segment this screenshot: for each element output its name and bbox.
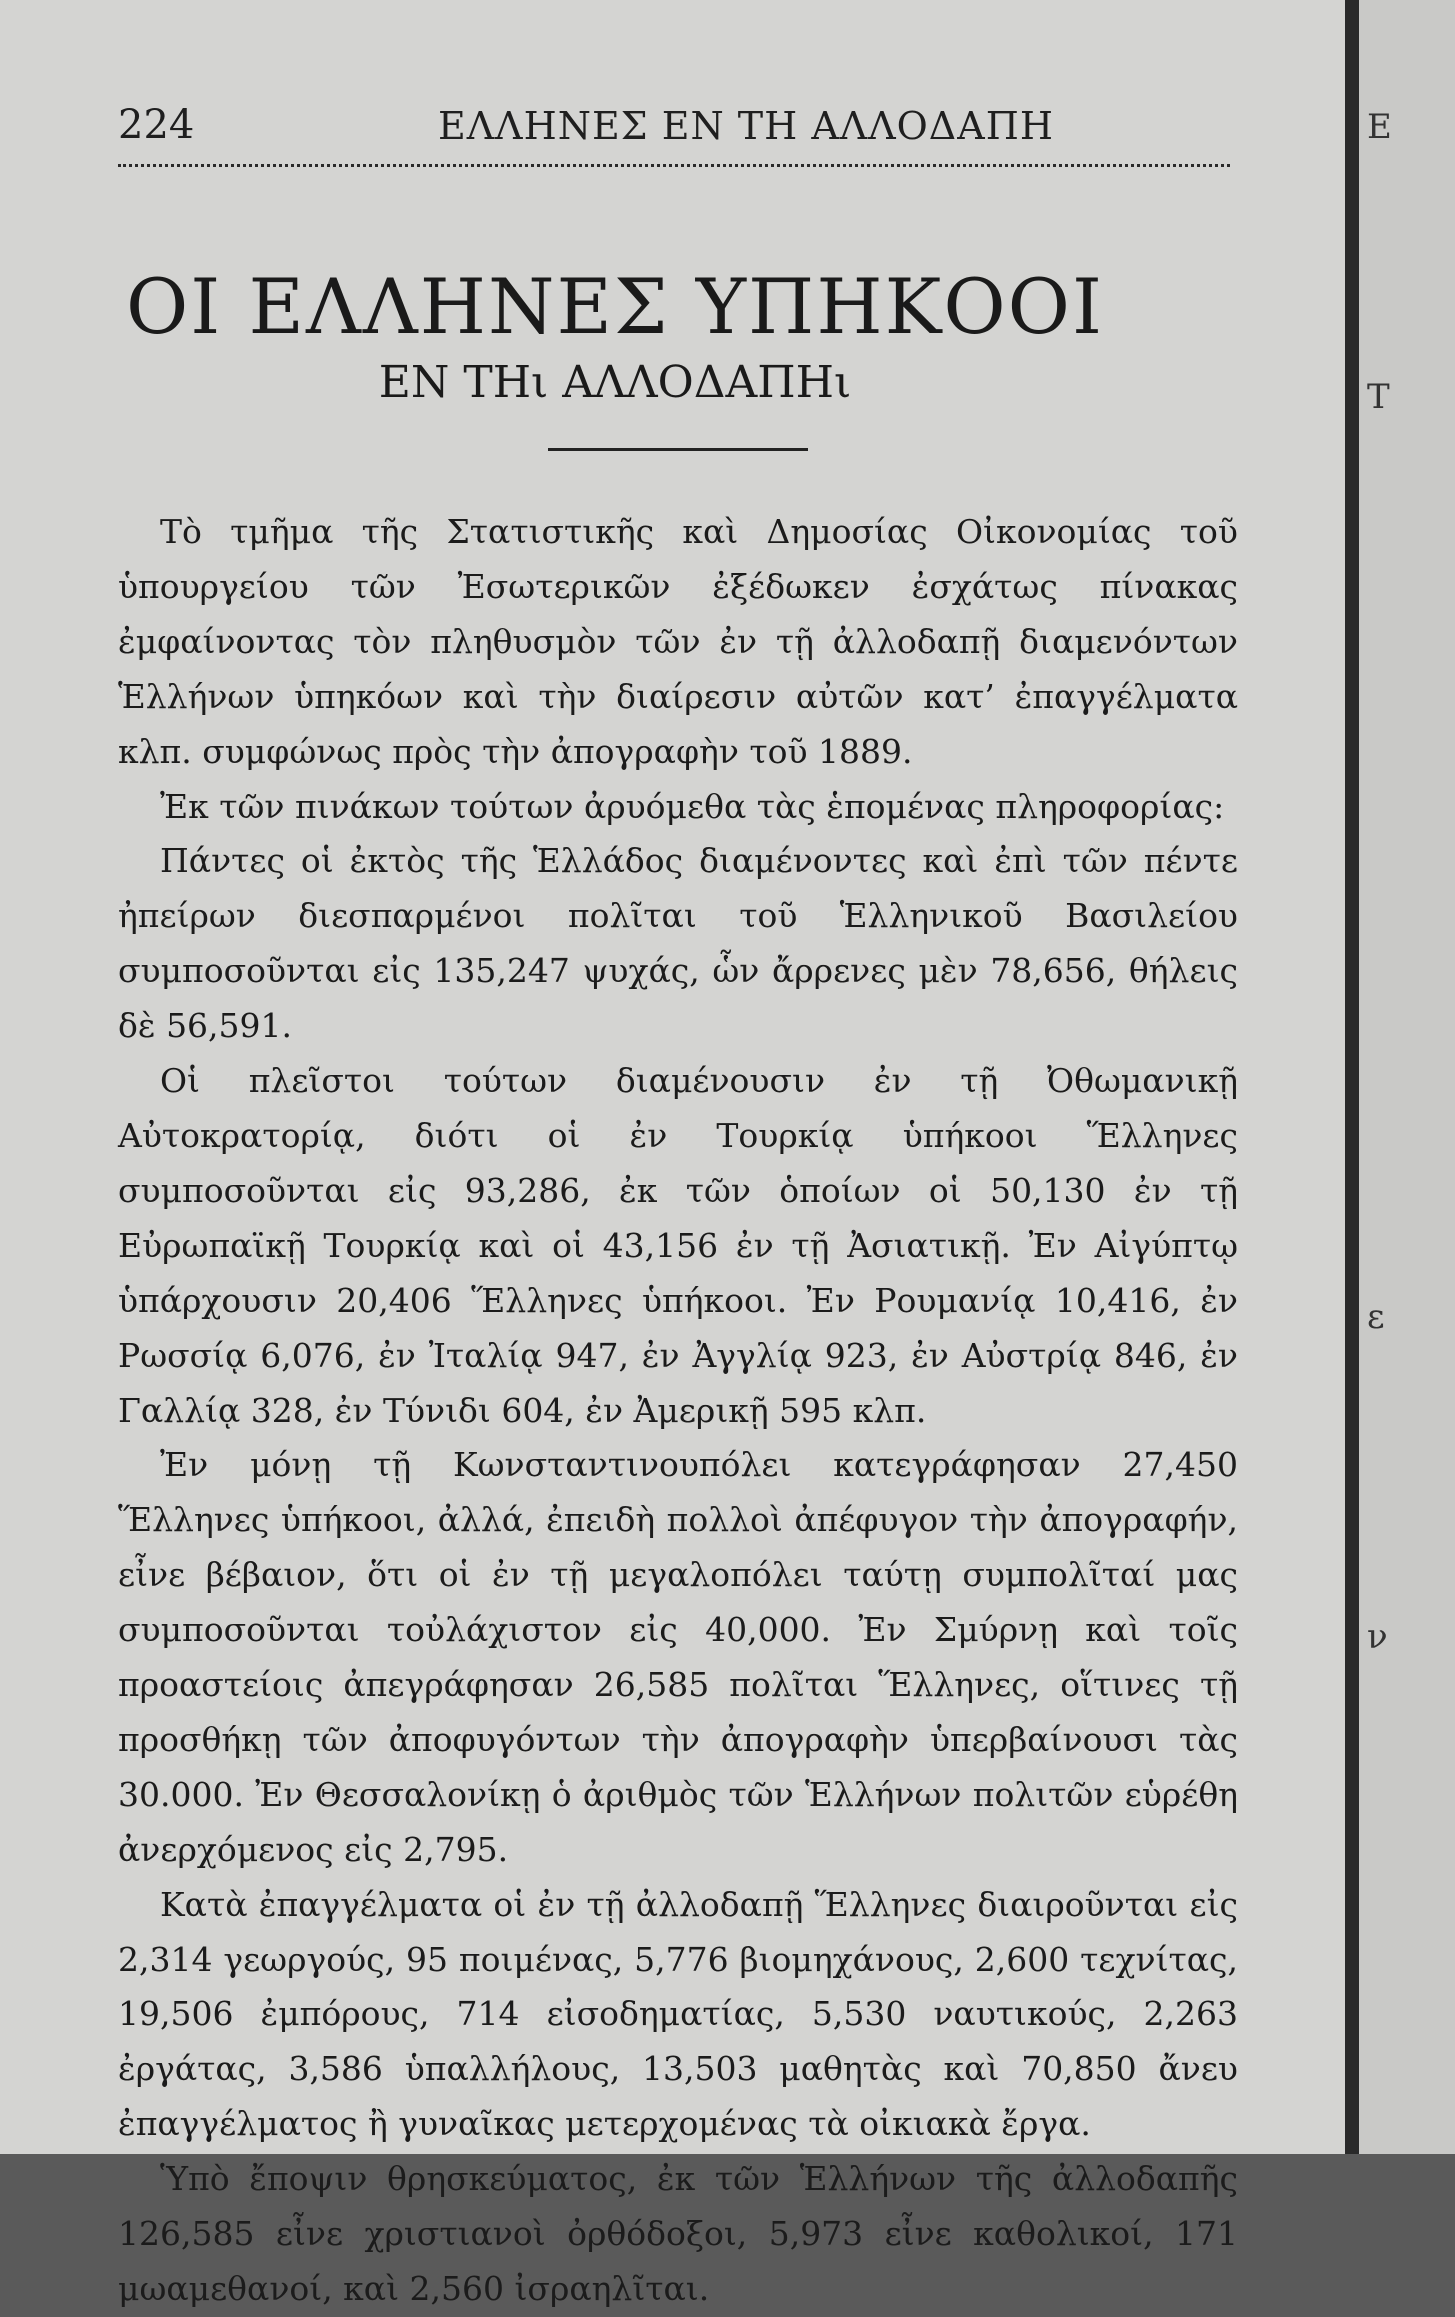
header-rule (118, 164, 1230, 167)
binding-gutter (1345, 0, 1359, 2154)
article-subtitle: ΕΝ ΤΗι ΑΛΛΟΔΑΠΗι (378, 357, 852, 408)
paragraph: Ἐκ τῶν πινάκων τούτων ἀρυόμεθα τὰς ἑπομένας πληροφορίας: (160, 786, 1225, 826)
paragraph: Κατὰ ἐπαγγέλματα οἱ ἐν τῇ ἀλλοδαπῇ Ἕλληνες διαιροῦνται εἰς 2,314 γεωργούς, 95 ποιμένας, 5,776 βιομηχάνους, 2,600 τεχνίτας, 19,506 ἐμπόρους, 714 εἰσοδηματίας, 5,530 ναυτικούς, 2,263 ἐργάτας, 3,586 ὑπαλλήλους, 13,503 μαθητὰς καὶ 70,850 ἄνευ ἐπαγγέλματος ἢ γυναῖκας μετερχομένας τὰ οἰκιακὰ ἔργα. (118, 1884, 1238, 2144)
article-title: ΟΙ ΕΛΛΗΝΕΣ ΥΠΗΚΟΟΙ (125, 262, 1105, 351)
title-rule (548, 448, 808, 451)
running-title: ΕΛΛΗΝΕΣ ΕΝ ΤΗ ΑΛΛΟΔΑΠΗ (438, 104, 1054, 148)
paragraph: Ἐν μόνῃ τῇ Κωνσταντινουπόλει κατεγράφησαν 27,450 Ἕλληνες ὑπήκοοι, ἀλλά, ἐπειδὴ πολλοὶ ἀπέφυγον τὴν ἀπογραφήν, εἶνε βέβαιον, ὅτι οἱ ἐν τῇ μεγαλοπόλει ταύτῃ συμπολῖταί μας συμποσοῦνται τοὐλάχιστον εἰς 40,000. Ἐν Σμύρνῃ καὶ τοῖς προαστείοις ἀπεγράφησαν 26,585 πολῖται Ἕλληνες, οἵτινες τῇ προσθήκῃ τῶν ἀποφυγόντων τὴν ἀπογραφὴν ὑπερβαίνουσι τὰς 30.000. Ἐν Θεσσαλονίκῃ ὁ ἀριθμὸς τῶν Ἑλλήνων πολιτῶν εὑρέθη ἀνερχόμενος εἰς 2,795. (118, 1445, 1238, 1869)
paragraph: Ὑπὸ ἔποψιν θρησκεύματος, ἐκ τῶν Ἑλλήνων τῆς ἀλλοδαπῆς 126,585 εἶνε χριστιανοὶ ὀρθόδοξοι, 5,973 εἶνε καθολικοί, 171 μωαμεθανοί, καὶ 2,560 ἰσραηλῖται. (118, 2159, 1238, 2308)
paragraph: Πάντες οἱ ἐκτὸς τῆς Ἑλλάδος διαμένοντες καὶ ἐπὶ τῶν πέντε ἠπείρων διεσπαρμένοι πολῖται τοῦ Ἑλληνικοῦ Βασιλείου συμποσοῦνται εἰς 135,247 ψυχάς, ὧν ἄρρενες μὲν 78,656, θήλεις δὲ 56,591. (118, 841, 1238, 1046)
page-number: 224 (118, 102, 195, 148)
adjacent-page-edge: E T ε ν (1359, 0, 1455, 2154)
article-body (118, 505, 1238, 2317)
paragraph: Οἱ πλεῖστοι τούτων διαμένουσιν ἐν τῇ Ὀθωμανικῇ Αὐτοκρατορίᾳ, διότι οἱ ἐν Τουρκίᾳ ὑπήκοοι Ἕλληνες συμποσοῦνται εἰς 93,286, ἐκ τῶν ὁποίων οἱ 50,130 ἐν τῇ Εὐρωπαϊκῇ Τουρκίᾳ καὶ οἱ 43,156 ἐν τῇ Ἀσιατικῇ. Ἐν Αἰγύπτῳ ὑπάρχουσιν 20,406 Ἕλληνες ὑπήκοοι. Ἐν Ρουμανίᾳ 10,416, ἐν Ρωσσίᾳ 6,076, ἐν Ἰταλίᾳ 947, ἐν Ἀγγλίᾳ 923, ἐν Αὐστρίᾳ 846, ἐν Γαλλίᾳ 328, ἐν Τύνιδι 604, ἐν Ἀμερικῇ 595 κλπ. (118, 1061, 1238, 1430)
paragraph: Τὸ τμῆμα τῆς Στατιστικῆς καὶ Δημοσίας Οἰκονομίας τοῦ ὑπουργείου τῶν Ἐσωτερικῶν ἐξέδωκεν ἐσχάτως πίνακας ἐμφαίνοντας τὸν πληθυσμὸν τῶν ἐν τῇ ἀλλοδαπῇ διαμενόντων Ἑλλήνων ὑπηκόων καὶ τὴν διαίρεσιν αὐτῶν κατ’ ἐπαγγέλματα κλπ. συμφώνως πρὸς τὴν ἀπογραφὴν τοῦ 1889. (118, 512, 1238, 771)
running-header (118, 102, 1228, 154)
